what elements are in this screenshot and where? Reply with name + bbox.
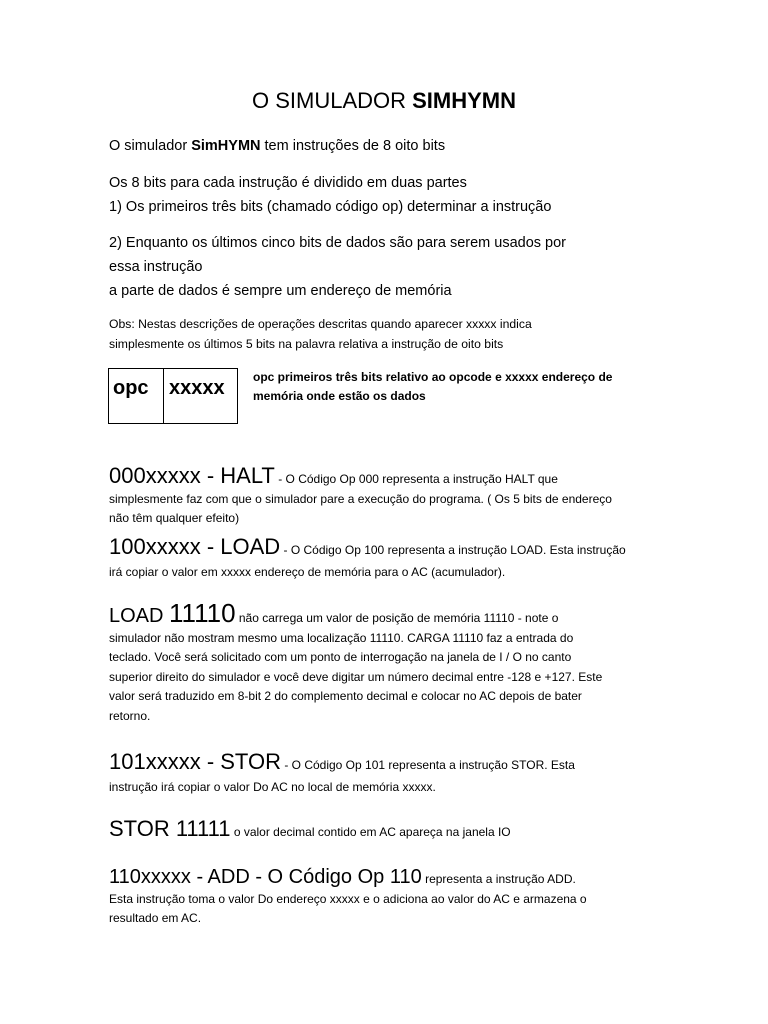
intro-paragraph-1: O simulador SimHYMN tem instruções de 8 oito bits (109, 138, 446, 154)
stor-example-section: STOR 11111 o valor decimal contido em AC apareça na janela IO (109, 816, 511, 841)
add-section: 110xxxxx - ADD - O Código Op 110 representa a instrução ADD. Esta instrução toma o valor Do endereço xxxxx e o adiciona ao valor do AC e armazena o resultado em AC. (109, 866, 587, 925)
instruction-format-box (108, 368, 238, 424)
title-bold: SIMHYMN (412, 88, 517, 113)
page-title: O SIMULADOR SIMHYMN (251, 88, 517, 113)
intro-paragraph-3: 2) Enquanto os últimos cinco bits de dados são para serem usados por essa instrução a parte de dados é sempre um endereço de memória (109, 235, 567, 299)
halt-section: 000xxxxx - HALT - O Código Op 000 representa a instrução HALT que simplesmente faz com que o simulador pare a execução do programa. ( Os 5 bits de endereço não têm qualquer efeito) (109, 463, 612, 525)
stor-heading: 101xxxxx - STOR (109, 749, 281, 774)
intro-paragraph-2: Os 8 bits para cada instrução é dividido em duas partes 1) Os primeiros três bits (chamado código op) determinar a instrução (109, 175, 552, 215)
load-example-section: LOAD 11110 não carrega um valor de posição de memória 11110 - note o simulador não mostram mesmo uma localização 11110. CARGA 11110 faz a entrada do teclado. Você será solicitado com um ponto de interrogação na janela de I / O no canto superior direito do simulador e você deve digitar um número decimal entre -128 e +127. Este valor será traduzido em 8-bit 2 do complemento decimal e colocar no AC depois de bater retorno. (109, 598, 603, 723)
instruction-format-description: opc primeiros três bits relativo ao opcode e xxxxx endereço de memória onde estão os dados (253, 370, 613, 403)
stor-section: 101xxxxx - STOR - O Código Op 101 representa a instrução STOR. Esta instrução irá copiar o valor Do AC no local de memória xxxxx. (109, 749, 575, 794)
load-heading: 100xxxxx - LOAD (109, 534, 281, 559)
obs-note: Obs: Nestas descrições de operações descritas quando aparecer xxxxx indica simplesmente os últimos 5 bits na palavra relativa a instrução de oito bits (109, 317, 532, 351)
halt-heading: 000xxxxx - HALT (109, 463, 275, 488)
stor-example-heading: STOR 11111 (109, 816, 231, 841)
data-cell: xxxxx (169, 377, 225, 399)
load-example-heading: 11110 (169, 598, 236, 628)
add-heading: 110xxxxx - ADD - O Código Op 110 (109, 866, 422, 888)
load-section: 100xxxxx - LOAD - O Código Op 100 representa a instrução LOAD. Esta instrução irá copiar o valor em xxxxx endereço de memória para o AC (acumulador). (109, 534, 626, 579)
opc-cell: opc (109, 369, 164, 423)
